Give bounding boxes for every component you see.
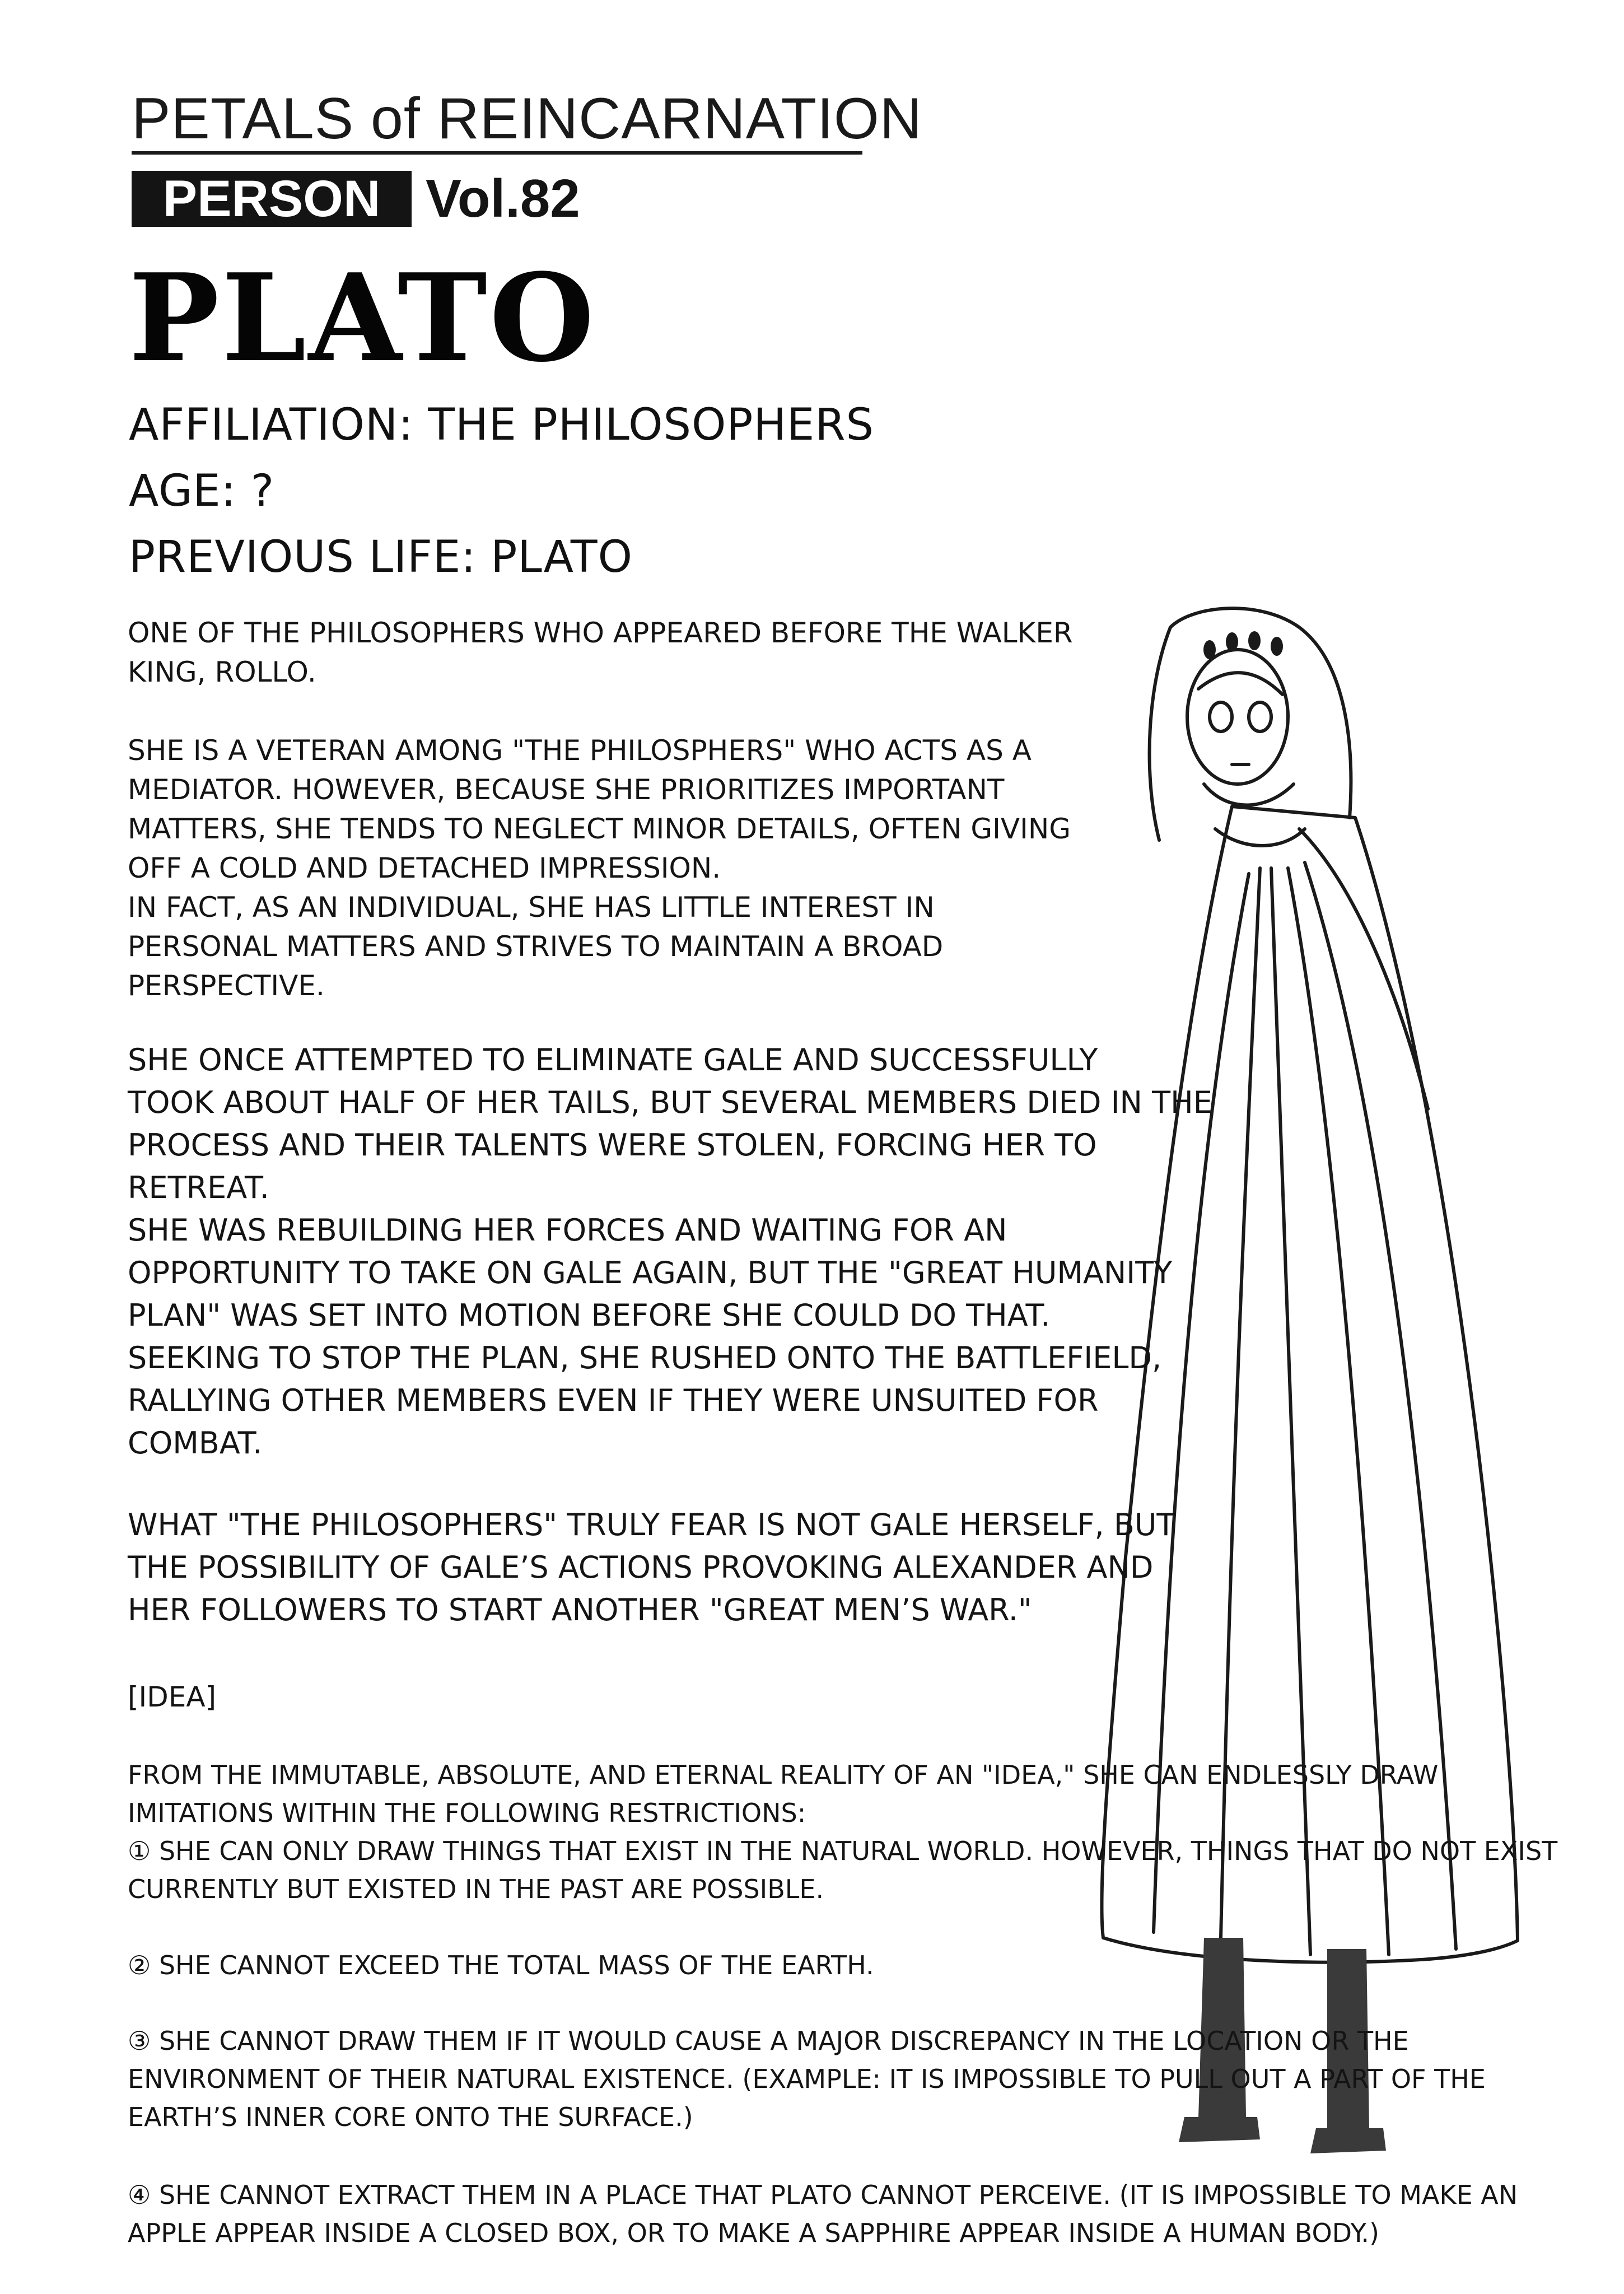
fear-paragraph: WHAT "THE PHILOSOPHERS" TRULY FEAR IS NOT GALE HERSELF, BUT THE POSSIBILITY OF GALE’S ACTIONS PROVOKING ALEXANDER AND HER FOLLOWERS TO START ANOTHER "GREAT MEN’S WAR." xyxy=(128,1507,1175,1628)
age: AGE: ? xyxy=(129,466,275,516)
title-underline xyxy=(132,151,862,155)
history-paragraph: SHE ONCE ATTEMPTED TO ELIMINATE GALE AND SUCCESSFULLY TOOK ABOUT HALF OF HER TAILS, BUT SEVERAL MEMBERS DIED IN THE PROCESS AND THEIR TALENTS WERE STOLEN, FORCING HER TO RETREAT. SHE WAS REBUILDING HER FORCES AND WAITING FOR AN OPPORTUNITY TO TAKE ON GALE AGAIN, BUT THE "GREAT HUMANITY PLAN" WAS SET INTO MOTION BEFORE SHE COULD DO THAT. SEEKING TO STOP THE PLAN, SHE RUSHED ONTO THE BATTLEFIELD, RALLYING OTHER MEMBERS EVEN IF THEY WERE UNSUITED FOR COMBAT. xyxy=(128,1042,1212,1461)
volume-number: Vol.82 xyxy=(426,169,580,229)
intro-paragraph: ONE OF THE PHILOSOPHERS WHO APPEARED BEFORE THE WALKER KING, ROLLO. xyxy=(128,617,1073,688)
idea-rule-2: ② SHE CANNOT EXCEED THE TOTAL MASS OF THE EARTH. xyxy=(128,1950,874,1980)
series-title: PETALS of REINCARNATION xyxy=(132,86,922,151)
idea-section-label: [IDEA] xyxy=(128,1681,217,1713)
idea-rule-3: ③ SHE CANNOT DRAW THEM IF IT WOULD CAUSE A MAJOR DISCREPANCY IN THE LOCATION OR THE ENVIRONMENT OF THEIR NATURAL EXISTENCE. (EXAMPLE: IT IS IMPOSSIBLE TO PULL OUT A PART OF THE EARTH’S INNER CORE ONTO THE SURFACE.) xyxy=(128,2026,1486,2132)
affiliation: AFFILIATION: THE PHILOSOPHERS xyxy=(129,400,875,450)
idea-rule-4: ④ SHE CANNOT EXTRACT THEM IN A PLACE THAT PLATO CANNOT PERCEIVE. (IT IS IMPOSSIBLE TO MAKE AN APPLE APPEAR INSIDE A CLOSED BOX, OR TO MAKE A SAPPHIRE APPEAR INSIDE A HUMAN BODY.) xyxy=(128,2180,1518,2248)
personality-paragraph: SHE IS A VETERAN AMONG "THE PHILOSPHERS" WHO ACTS AS A MEDIATOR. HOWEVER, BECAUSE SHE PRIORITIZES IMPORTANT MATTERS, SHE TENDS TO NEGLECT MINOR DETAILS, OFTEN GIVING OFF A COLD AND DETACHED IMPRESSION. IN FACT, AS AN INDIVIDUAL, SHE HAS LITTLE INTEREST IN PERSONAL MATTERS AND STRIVES TO MAINTAIN A BROAD PERSPECTIVE. xyxy=(128,734,1071,1002)
idea-description: FROM THE IMMUTABLE, ABSOLUTE, AND ETERNAL REALITY OF AN "IDEA," SHE CAN ENDLESSLY DRAW IMITATIONS WITHIN THE FOLLOWING RESTRICTIONS: ① SHE CAN ONLY DRAW THINGS THAT EXIST IN THE NATURAL WORLD. HOWEVER, THINGS THAT DO NOT EXIST CURRENTLY BUT EXISTED IN THE PAST ARE POSSIBLE. xyxy=(128,1760,1558,1904)
previous-life: PREVIOUS LIFE: PLATO xyxy=(129,532,633,582)
character-name: PLATO xyxy=(129,247,597,389)
person-badge: PERSON xyxy=(132,171,412,227)
